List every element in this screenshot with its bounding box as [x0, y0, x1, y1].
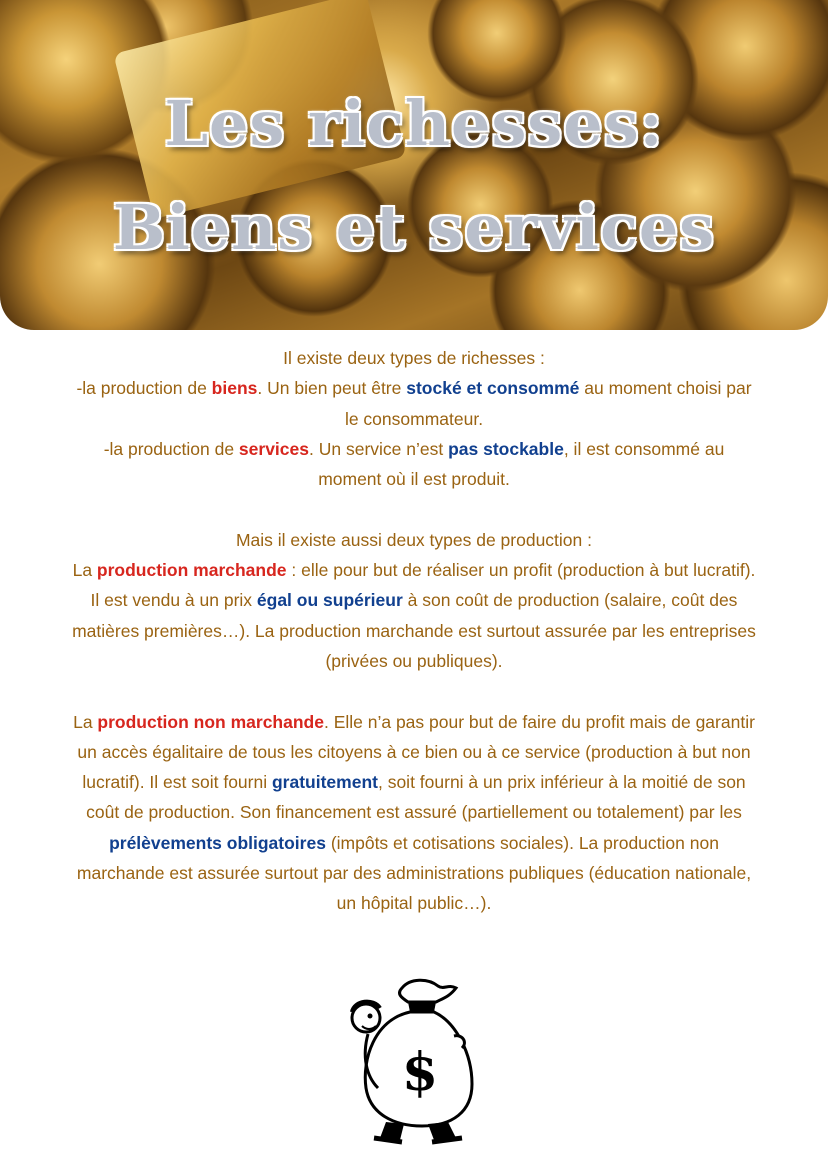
- production-heading: Mais il existe aussi deux types de production :: [235, 529, 592, 550]
- term-egal-superieur: égal ou supérieur: [256, 590, 403, 611]
- production-marchande-paragraph: La production marchande : elle pour but de réaliser un profit (production à but lucratif). Il est vendu à un prix égal ou supérieur à son coût de production (salaire, coût des matières premières…). La production marchande est surtout assurée par les entreprises (privées ou publiques).: [72, 560, 756, 671]
- title-line-2: Biens et services: [112, 191, 716, 264]
- term-production-non-marchande: production non marchande: [97, 711, 324, 732]
- spacer: [70, 494, 758, 524]
- intro-services: -la production de services. Un service n’est pas stockable, il est consommé au moment où il est produit.: [103, 438, 725, 490]
- production-non-marchande-paragraph: La production non marchande. Elle n’a pas pour but de faire du profit mais de garantir un accès égalitaire de tous les citoyens à ce bien ou à ce service (production à but non lucratif). Il est soit fourni gratuitement, soit fourni à un prix inférieur à la moitié de son coût de production. Son financement est assuré (partiellement ou totalement) par les prélèvements obligatoires (impôts et cotisations sociales). La production non marchande est assurée surtout par des administrations publiques (éducation nationale, un hôpital public…).: [73, 711, 755, 914]
- content: [70, 343, 758, 919]
- title-line-1: Les richesses:: [164, 87, 664, 160]
- money-bag-icon: [344, 976, 484, 1146]
- page-title: [0, 72, 828, 280]
- spacer: [70, 676, 758, 706]
- term-gratuitement: gratuitement: [271, 772, 378, 793]
- intro-heading: Il existe deux types de richesses :: [283, 348, 545, 368]
- term-pas-stockable: pas stockable: [448, 438, 564, 459]
- term-prelevements: prélèvements obligatoires: [109, 832, 326, 853]
- term-services: services: [238, 438, 309, 459]
- header-banner: [0, 0, 828, 330]
- term-stocke: stocké et consommé: [406, 378, 580, 399]
- dollar-sign: $: [401, 1042, 439, 1103]
- term-biens: biens: [211, 378, 258, 399]
- term-production-marchande: production marchande: [96, 560, 287, 581]
- intro-biens: -la production de biens. Un bien peut être stocké et consommé au moment choisi par le consommateur.: [76, 378, 752, 429]
